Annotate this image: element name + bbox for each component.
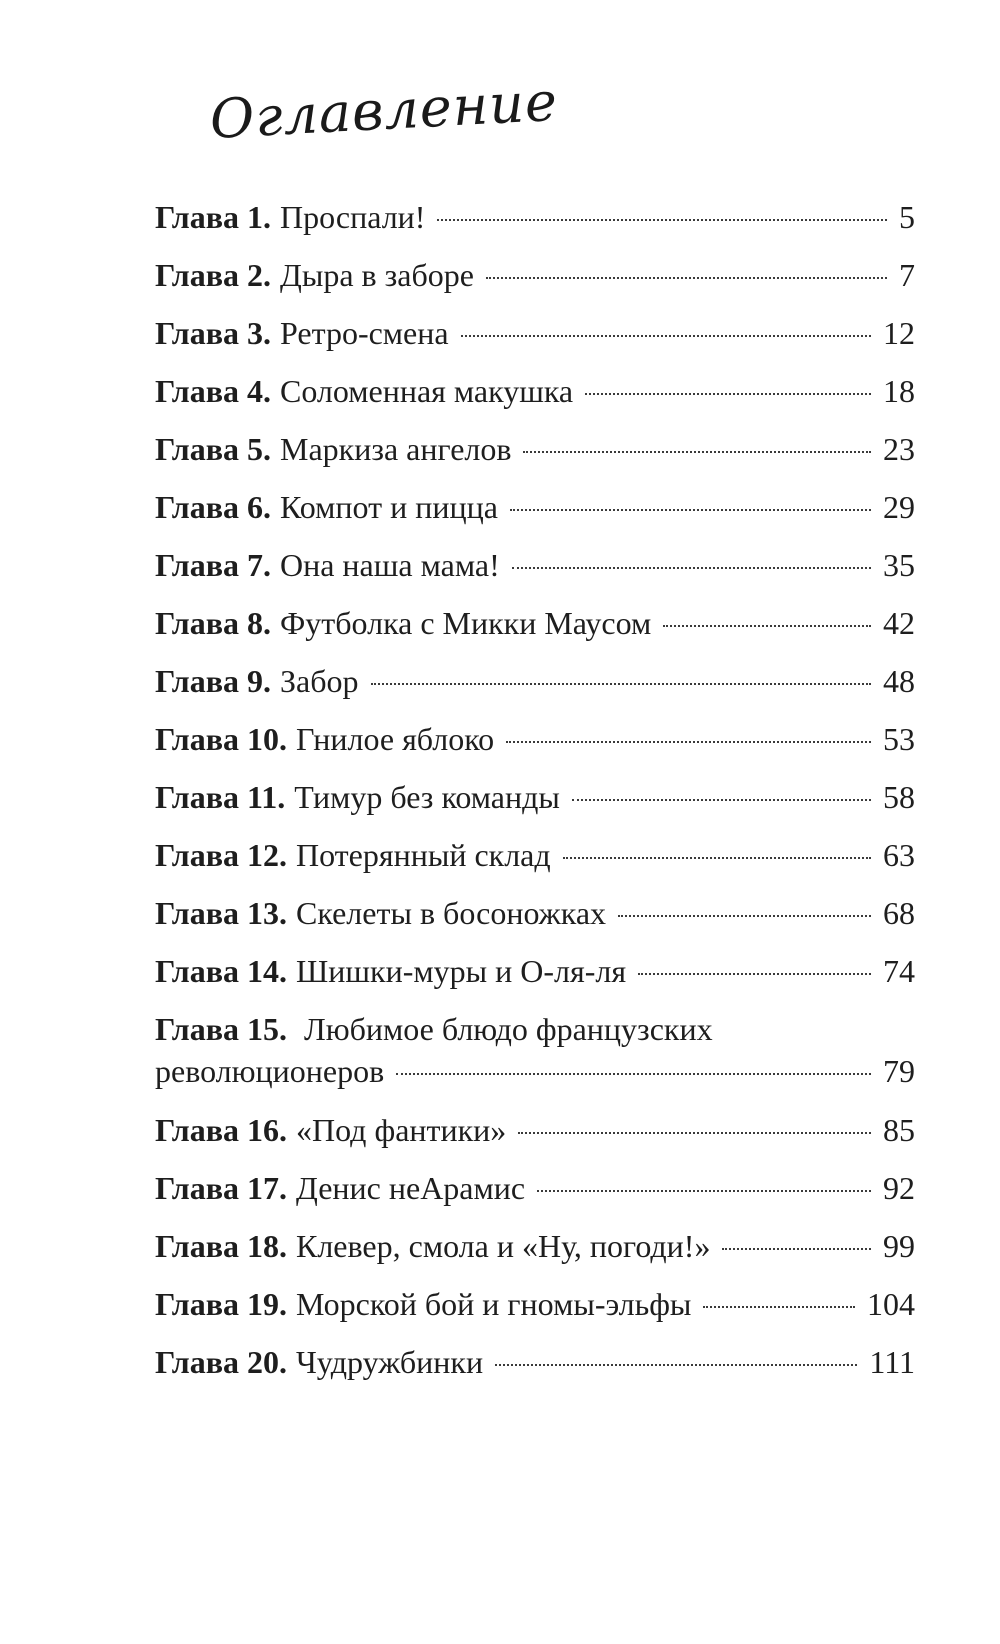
chapter-label: Глава 5. bbox=[155, 431, 271, 467]
page-number: 48 bbox=[883, 663, 915, 699]
page-number: 68 bbox=[883, 895, 915, 931]
toc-entry[interactable] bbox=[155, 660, 915, 718]
chapter-title: Денис неАрамис bbox=[295, 1170, 526, 1206]
toc-entry[interactable] bbox=[155, 602, 915, 660]
dot-leader bbox=[512, 567, 871, 569]
page-number: 12 bbox=[883, 315, 915, 351]
page-number: 104 bbox=[867, 1286, 915, 1322]
chapter-label: Глава 11. bbox=[155, 779, 286, 815]
chapter-title: Любимое блюдо французских bbox=[303, 1011, 713, 1047]
dot-leader bbox=[371, 683, 872, 685]
page-number: 23 bbox=[883, 431, 915, 467]
chapter-label: Глава 12. bbox=[155, 837, 287, 873]
page-number: 99 bbox=[883, 1228, 915, 1264]
chapter-title: Маркиза ангелов bbox=[279, 431, 512, 467]
page-number: 53 bbox=[883, 721, 915, 757]
chapter-label: Глава 4. bbox=[155, 373, 271, 409]
dot-leader bbox=[638, 973, 871, 975]
dot-leader bbox=[663, 625, 871, 627]
chapter-label: Глава 13. bbox=[155, 895, 287, 931]
chapter-title: Тимур без команды bbox=[294, 779, 560, 815]
toc-heading: Оглавление bbox=[208, 69, 560, 151]
toc-entry[interactable] bbox=[155, 486, 915, 544]
dot-leader bbox=[518, 1132, 871, 1134]
chapter-title: Соломенная макушка bbox=[279, 373, 574, 409]
chapter-title: Чудружбинки bbox=[295, 1344, 484, 1380]
chapter-title: Гнилое яблоко bbox=[295, 721, 495, 757]
dot-leader bbox=[437, 219, 887, 221]
chapter-title: Скелеты в босоножках bbox=[295, 895, 607, 931]
dot-leader bbox=[461, 335, 871, 337]
chapter-title: Дыра в заборе bbox=[279, 257, 474, 293]
page-number: 5 bbox=[899, 199, 915, 235]
chapter-label: Глава 16. bbox=[155, 1112, 287, 1148]
table-of-contents bbox=[155, 196, 915, 1399]
dot-leader bbox=[506, 741, 871, 743]
dot-leader bbox=[510, 509, 871, 511]
chapter-label: Глава 19. bbox=[155, 1286, 287, 1322]
toc-entry[interactable] bbox=[155, 1225, 915, 1283]
toc-entry[interactable] bbox=[155, 312, 915, 370]
entry-first-line bbox=[155, 1008, 915, 1050]
dot-leader bbox=[523, 451, 871, 453]
chapter-title: «Под фантики» bbox=[295, 1112, 507, 1148]
entry-second-line bbox=[155, 1050, 915, 1092]
chapter-title: Ретро-смена bbox=[279, 315, 449, 351]
page-number: 111 bbox=[869, 1344, 915, 1380]
chapter-label: Глава 7. bbox=[155, 547, 271, 583]
chapter-title: Шишки-муры и О-ля-ля bbox=[295, 953, 627, 989]
page-number: 35 bbox=[883, 547, 915, 583]
chapter-label: Глава 3. bbox=[155, 315, 271, 351]
dot-leader bbox=[537, 1190, 871, 1192]
page-number: 74 bbox=[883, 953, 915, 989]
toc-entry[interactable] bbox=[155, 370, 915, 428]
chapter-title: Проспали! bbox=[279, 199, 426, 235]
chapter-title: Она наша мама! bbox=[279, 547, 500, 583]
toc-entry[interactable] bbox=[155, 196, 915, 254]
chapter-title: Потерянный склад bbox=[295, 837, 551, 873]
dot-leader bbox=[703, 1306, 855, 1308]
toc-entry[interactable] bbox=[155, 1008, 915, 1109]
toc-entry[interactable] bbox=[155, 776, 915, 834]
page-number: 29 bbox=[883, 489, 915, 525]
toc-entry[interactable] bbox=[155, 544, 915, 602]
toc-entry[interactable] bbox=[155, 254, 915, 312]
chapter-title: Компот и пицца bbox=[279, 489, 498, 525]
page-number: 7 bbox=[899, 257, 915, 293]
dot-leader bbox=[396, 1073, 871, 1075]
chapter-title: Морской бой и гномы-эльфы bbox=[295, 1286, 692, 1322]
dot-leader bbox=[563, 857, 871, 859]
chapter-label: Глава 20. bbox=[155, 1344, 287, 1380]
dot-leader bbox=[618, 915, 871, 917]
page-number: 63 bbox=[883, 837, 915, 873]
page-number: 58 bbox=[883, 779, 915, 815]
page-number: 42 bbox=[883, 605, 915, 641]
chapter-title: Забор bbox=[279, 663, 359, 699]
dot-leader bbox=[495, 1364, 857, 1366]
chapter-label: Глава 6. bbox=[155, 489, 271, 525]
chapter-label: Глава 18. bbox=[155, 1228, 287, 1264]
page-number: 85 bbox=[883, 1112, 915, 1148]
page-number: 92 bbox=[883, 1170, 915, 1206]
toc-entry[interactable] bbox=[155, 1283, 915, 1341]
toc-entry[interactable] bbox=[155, 950, 915, 1008]
dot-leader bbox=[722, 1248, 871, 1250]
chapter-label: Глава 2. bbox=[155, 257, 271, 293]
chapter-label: Глава 8. bbox=[155, 605, 271, 641]
page-number: 79 bbox=[883, 1053, 915, 1089]
chapter-label: Глава 10. bbox=[155, 721, 287, 757]
toc-entry[interactable] bbox=[155, 428, 915, 486]
chapter-title: Клевер, смола и «Ну, погоди!» bbox=[295, 1228, 711, 1264]
toc-entry[interactable] bbox=[155, 1341, 915, 1399]
chapter-title: Футболка с Микки Маусом bbox=[279, 605, 652, 641]
dot-leader bbox=[585, 393, 871, 395]
toc-entry[interactable] bbox=[155, 1109, 915, 1167]
toc-entry[interactable] bbox=[155, 834, 915, 892]
toc-entry[interactable] bbox=[155, 718, 915, 776]
chapter-label: Глава 14. bbox=[155, 953, 287, 989]
chapter-label: Глава 9. bbox=[155, 663, 271, 699]
chapter-label: Глава 15. bbox=[155, 1011, 287, 1047]
toc-entry[interactable] bbox=[155, 1167, 915, 1225]
chapter-label: Глава 1. bbox=[155, 199, 271, 235]
dot-leader bbox=[486, 277, 887, 279]
chapter-label: Глава 17. bbox=[155, 1170, 287, 1206]
page-number: 18 bbox=[883, 373, 915, 409]
dot-leader bbox=[572, 799, 871, 801]
chapter-title-continuation: революционеров bbox=[155, 1053, 385, 1089]
toc-entry[interactable] bbox=[155, 892, 915, 950]
